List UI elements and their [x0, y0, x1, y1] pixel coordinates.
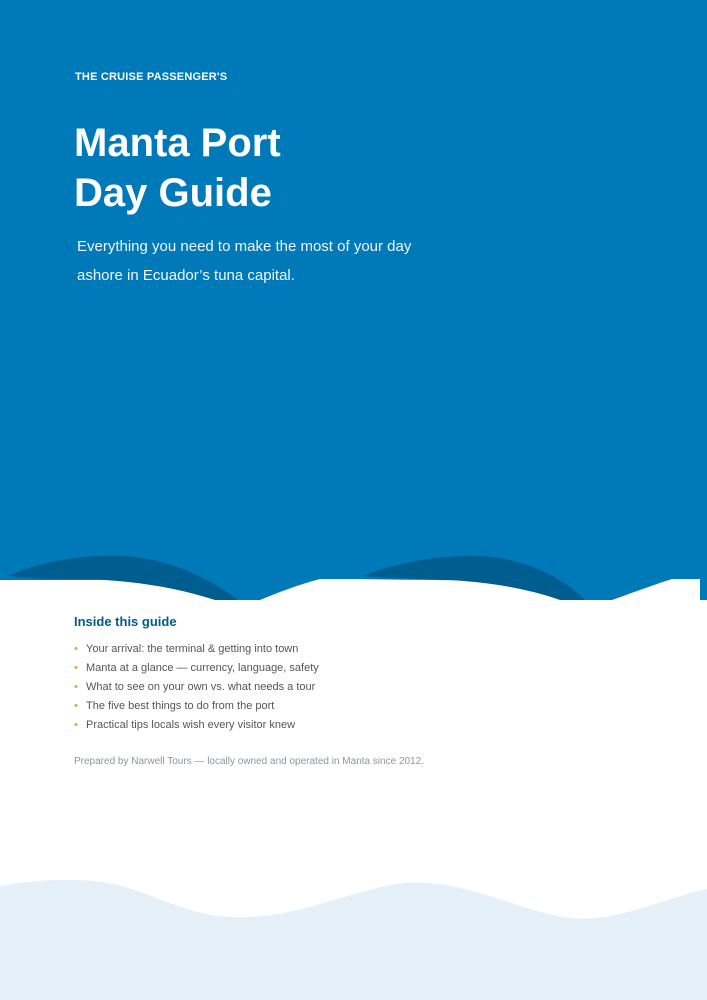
bullet-icon: •: [74, 643, 78, 655]
light-blue-wave-shape: [0, 880, 707, 1000]
guide-topic-item: [74, 660, 634, 679]
white-wave-shape-right: [612, 579, 700, 600]
bullet-icon: •: [74, 681, 78, 693]
inside-this-guide-section: [74, 614, 634, 736]
guide-topic-list: [74, 641, 634, 736]
page-title: [74, 118, 634, 218]
guide-subtitle: Everything you need to make the most of your day ashore in Ecuador’s tuna capital.: [77, 238, 412, 284]
guide-kicker: THE CRUISE PASSENGER'S: [75, 71, 228, 83]
guide-topic-text: What to see on your own vs. what needs a tour: [86, 681, 316, 693]
footer-wave-decoration: [0, 860, 707, 1000]
guide-topic-item: [74, 641, 634, 660]
title-line-2: Day Guide: [74, 171, 272, 215]
guide-topic-item: [74, 698, 634, 717]
hero-wave-decoration: [0, 540, 707, 600]
guide-topic-text: Your arrival: the terminal & getting into town: [86, 643, 299, 655]
bullet-icon: •: [74, 700, 78, 712]
bullet-icon: •: [74, 662, 78, 674]
guide-topic-item: [74, 717, 634, 736]
prepared-by-note: Prepared by Narwell Tours — locally owned and operated in Manta since 2012.: [74, 756, 425, 767]
guide-topic-item: [74, 679, 634, 698]
title-line-1: Manta Port: [74, 121, 281, 165]
inside-guide-heading: Inside this guide: [74, 614, 177, 629]
guide-topic-text: Manta at a glance — currency, language, safety: [86, 662, 319, 674]
guide-topic-text: Practical tips locals wish every visitor knew: [86, 719, 296, 731]
bullet-icon: •: [74, 719, 78, 731]
guide-topic-text: The five best things to do from the port: [86, 700, 275, 712]
